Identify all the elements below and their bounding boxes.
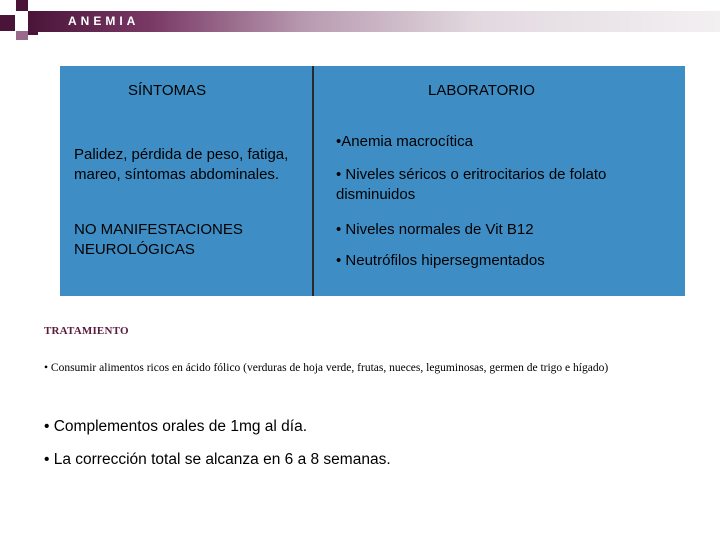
decor-square-left bbox=[0, 15, 15, 31]
lab-item: • Niveles séricos o eritrocitarios de folato disminuidos bbox=[336, 166, 607, 203]
decor-square-top bbox=[16, 0, 28, 11]
slide-title: ANEMIA bbox=[68, 14, 140, 28]
decor-square-white bbox=[0, 0, 15, 15]
lab-item: •Anemia macrocítica bbox=[336, 133, 473, 150]
treatment-heading: TRATAMIENTO bbox=[44, 325, 129, 337]
lab-item: • Neutrófilos hipersegmentados bbox=[336, 252, 545, 269]
laboratory-heading: LABORATORIO bbox=[428, 82, 535, 99]
column-divider bbox=[312, 66, 314, 296]
symptom-item: Palidez, pérdida de peso, fatiga, mareo, síntomas abdominales. bbox=[74, 146, 289, 183]
symptom-item: NO MANIFESTACIONES NEUROLÓGICAS bbox=[74, 221, 243, 258]
treatment-item: • Complementos orales de 1mg al día. bbox=[44, 418, 308, 435]
lab-item: • Niveles normales de Vit B12 bbox=[336, 221, 534, 238]
treatment-item: • La corrección total se alcanza en 6 a 8 semanas. bbox=[44, 451, 391, 468]
decor-square-mid bbox=[16, 31, 28, 40]
symptoms-heading: SÍNTOMAS bbox=[128, 82, 207, 99]
treatment-item: • Consumir alimentos ricos en ácido fólico (verduras de hoja verde, frutas, nueces, leguminosas, germen de trigo e hígado) bbox=[44, 362, 609, 374]
